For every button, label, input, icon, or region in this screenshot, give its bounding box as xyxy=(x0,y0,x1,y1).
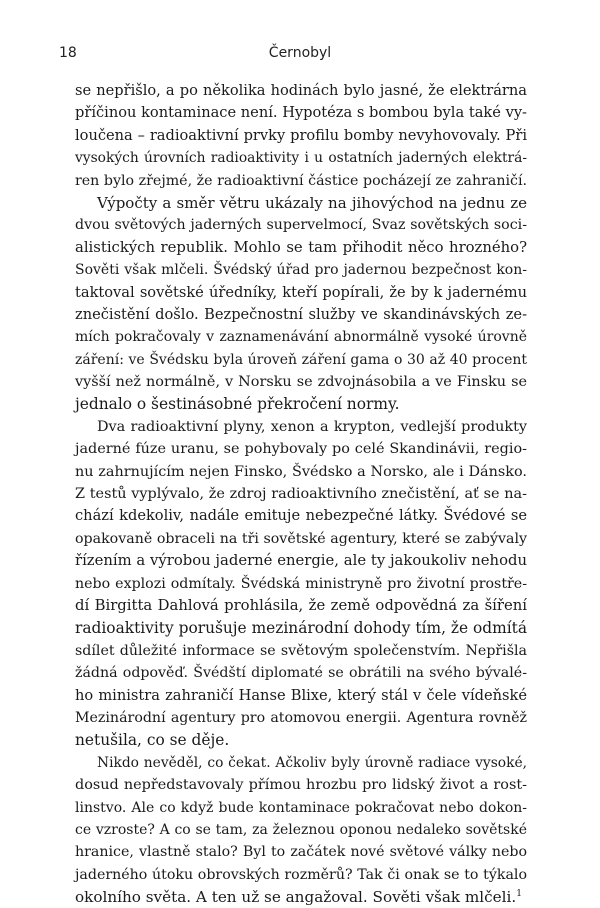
text-line-content: okolního světa. A ten už se angažoval. Sověti však mlčeli. xyxy=(75,888,517,907)
running-title: Černobyl xyxy=(268,45,332,61)
text-line: nu zahrnujícím nejen Finsko, Švédsko a Norsko, ale i Dánsko. xyxy=(75,463,527,480)
text-line: ren bylo zřejmé, že radioaktivní částice pocházejí ze zahraničí. xyxy=(75,172,527,189)
text-line: taktoval sovětské úředníky, kteří popírali, že by k jadernému xyxy=(75,283,527,301)
text-line: Výpočty a směr větru ukázaly na jihovýchod na jednu ze xyxy=(97,193,527,212)
text-line: řízením a výrobou jaderné energie, ale ty jakoukoliv nehodu xyxy=(75,552,527,570)
text-line: Z testů vyplývalo, že zdroj radioaktivního znečistění, ať se na- xyxy=(75,486,527,503)
text-line: ho ministra zahraničí Hanse Blixe, který stál v čele vídeňské xyxy=(75,686,527,704)
text-line: znečistění došlo. Bezpečnostní služby ve skandinávských ze- xyxy=(75,305,527,323)
text-line: mích pokračovaly v zaznamenávání abnormálně vysoké úrovně xyxy=(75,329,527,346)
paragraph xyxy=(75,192,527,416)
footnote-marker[interactable]: 1 xyxy=(516,889,522,899)
text-line: Sověti však mlčeli. Švédský úřad pro jadernou bezpečnost kon- xyxy=(75,262,527,279)
text-line: hranice, vlastně stalo? Byl to začátek nové světové války nebo xyxy=(75,844,527,861)
text-line-final xyxy=(75,886,527,908)
text-line: dí Birgitta Dahlová prohlásila, že země odpovědná za šíření xyxy=(75,596,527,614)
text-line: jaderné fúze uranu, se pohybovaly po celé Skandinávii, regio- xyxy=(75,441,527,458)
text-line: chází kdekoliv, nadále emituje nebezpečné látky. Švédové se xyxy=(75,507,527,525)
body-text xyxy=(75,80,527,908)
text-line: záření: ve Švédsku byla úroveň záření gama o 30 až 40 procent xyxy=(75,351,527,368)
text-line: dvou světových jaderných supervelmocí, Svaz sovětských soci- xyxy=(75,217,527,234)
text-line: jednalo o šestinásobné překročení normy. xyxy=(75,395,400,414)
text-line: radioaktivity porušuje mezinárodní dohody tím, že odmítá xyxy=(75,619,527,638)
text-line: sdílet důležité informace se světovým společenstvím. Nepřišla xyxy=(75,642,527,659)
text-line: žádná odpověď. Švédští diplomaté se obrátili na svého bývalé- xyxy=(75,665,527,682)
text-line: opakovaně obraceli na tři sovětské agentury, které se zabývaly xyxy=(75,530,527,547)
text-line: nebo explozi odmítaly. Švédská ministryně pro životní prostře- xyxy=(75,575,527,592)
text-line: Nikdo nevěděl, co čekat. Ačkoliv byly úrovně radiace vysoké, xyxy=(97,754,527,771)
page-number: 18 xyxy=(59,45,77,61)
text-line: Mezinárodní agentury pro atomovou energii. Agentura rovněž xyxy=(75,709,527,726)
text-line: příčinou kontaminace není. Hypotéza s bombou byla také vy- xyxy=(75,104,527,122)
text-line: loučena – radioaktivní prvky profilu bomby nevyhovovaly. Při xyxy=(75,126,527,144)
text-line: ce vzroste? A co se tam, za železnou oponou nedaleko sovětské xyxy=(75,821,527,838)
text-line: netušila, co se děje. xyxy=(75,731,230,750)
text-line: vyšší než normálně, v Norsku se zdvojnásobila a ve Finsku se xyxy=(75,374,527,391)
paragraph xyxy=(75,416,527,752)
paragraph xyxy=(75,80,527,192)
text-line: dosud nepředstavovaly přímou hrozbu pro lidský život a rost- xyxy=(75,777,527,794)
paragraph xyxy=(75,752,527,908)
text-line: vysokých úrovních radioaktivity i u ostatních jaderných elektrá- xyxy=(75,150,527,167)
text-line: alistických republik. Mohlo se tam přihodit něco hrozného? xyxy=(75,238,527,256)
text-line: linstvo. Ale co když bude kontaminace pokračovat nebo dokon- xyxy=(75,799,527,816)
text-line: Dva radioaktivní plyny, xenon a krypton, vedlejší produkty xyxy=(97,418,527,435)
text-line: jaderného útoku obrovských rozměrů? Tak či onak se to týkalo xyxy=(75,866,527,883)
text-line: se nepřišlo, a po několika hodinách bylo jasné, že elektrárna xyxy=(75,82,527,99)
